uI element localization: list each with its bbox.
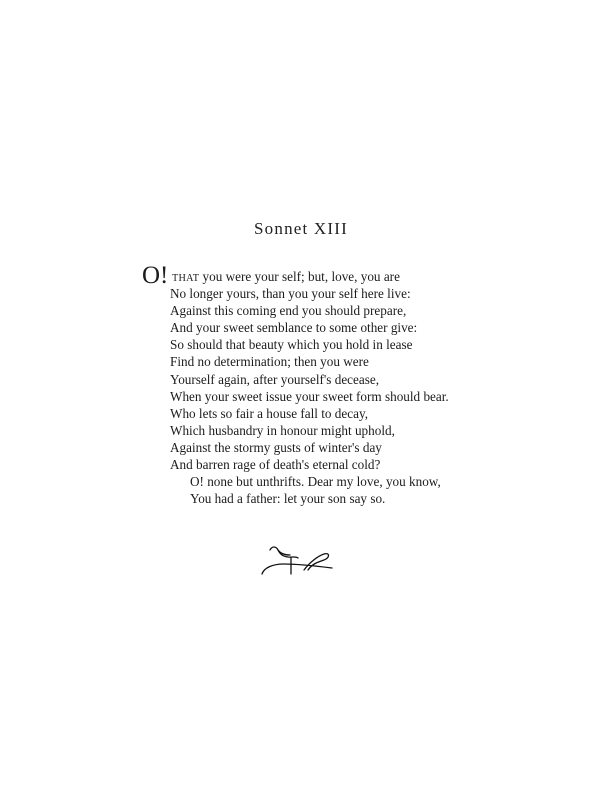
poem-line: When your sweet issue your sweet form should bear. [170,388,449,404]
first-word-smallcaps: THAT [172,273,200,284]
poem-line: Which husbandry in honour might uphold, [170,422,395,438]
couplet-line: You had a father: let your son say so. [190,491,386,507]
poem-line: And your sweet semblance to some other give: [170,320,418,336]
first-line-remainder: you were your self; but, love, you are [199,269,400,284]
first-line-text [172,268,400,287]
first-line [142,262,582,289]
signature-mark [258,540,338,580]
couplet-line: O! none but unthrifts. Dear my love, you know, [190,474,441,490]
poem-line: No longer yours, than you your self here live: [170,286,411,302]
drop-cap: O! [142,262,169,289]
poem-line: Who lets so fair a house fall to decay, [170,405,368,421]
poem-line: Find no determination; then you were [170,354,369,370]
poem-line: Yourself again, after yourself's decease, [170,371,380,387]
poem-line: So should that beauty which you hold in lease [170,337,413,353]
poem-line: Against the stormy gusts of winter's day [170,439,382,455]
poem-line: Against this coming end you should prepare, [170,303,407,319]
poem-title: Sonnet XIII [254,219,348,238]
poem-body [142,262,582,507]
poem-line: And barren rage of death's eternal cold? [170,457,381,473]
